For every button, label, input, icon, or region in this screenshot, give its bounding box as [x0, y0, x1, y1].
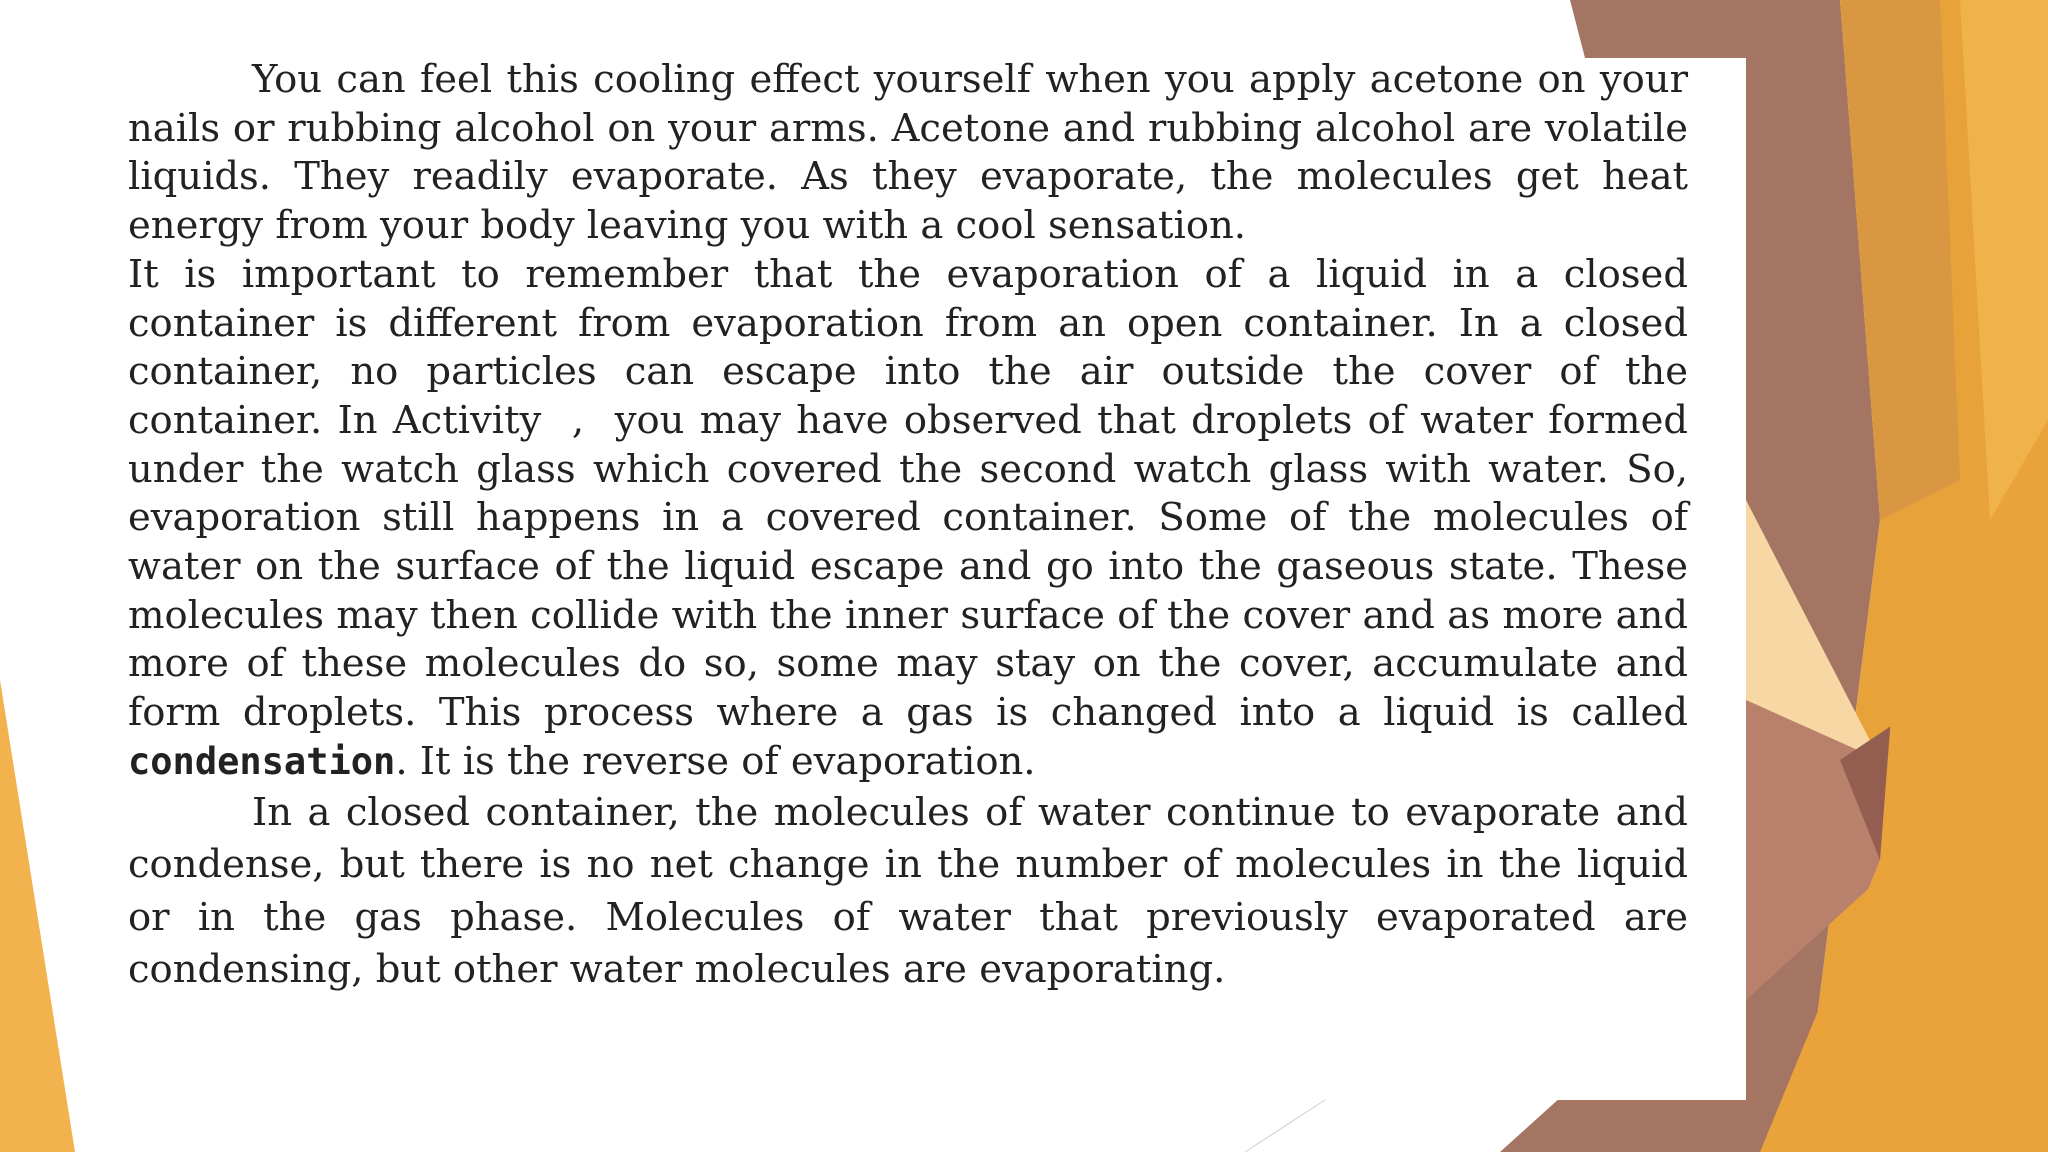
- paragraph-2: [128, 251, 1688, 787]
- text-block: [128, 56, 1688, 997]
- divider-line: [1245, 1100, 1325, 1152]
- paragraph-2-text-after: . It is the reverse of evaporation.: [395, 738, 1036, 784]
- paragraph-1: You can feel this cooling effect yourself when you apply acetone on your nails or rubbing alcohol on your arms. Acetone and rubbing alcohol are volatile liquids. They readily evaporate. As they evaporate, the molecules get heat energy from your body leaving you with a cool sensation.: [128, 57, 1688, 249]
- paragraph-2-text-before: It is important to remember that the evaporation of a liquid in a closed container is different from evaporation from an open container. In a closed container, no particles can escape into the air outside the cover of the container. In Activity , you may have observed that droplets of water formed under the watch glass which covered the second watch glass with water. So, evaporation still happens in a covered container. Some of the molecules of water on the surface of the liquid escape and go into the gaseous state. These molecules may then collide with the inner surface of the cover and as more and more of these molecules do so, some may stay on the cover, accumulate and form droplets. This process where a gas is changed into a liquid is called: [128, 251, 1688, 736]
- paragraph-3: In a closed container, the molecules of water continue to evaporate and condense, but there is no net change in the number of molecules in the liquid or in the gas phase. Molecules of water that previously evaporated are condensing, but other water molecules are evaporating.: [128, 789, 1688, 993]
- condensation-keyword: condensation: [128, 739, 396, 783]
- left-accent-triangle: [0, 680, 75, 1152]
